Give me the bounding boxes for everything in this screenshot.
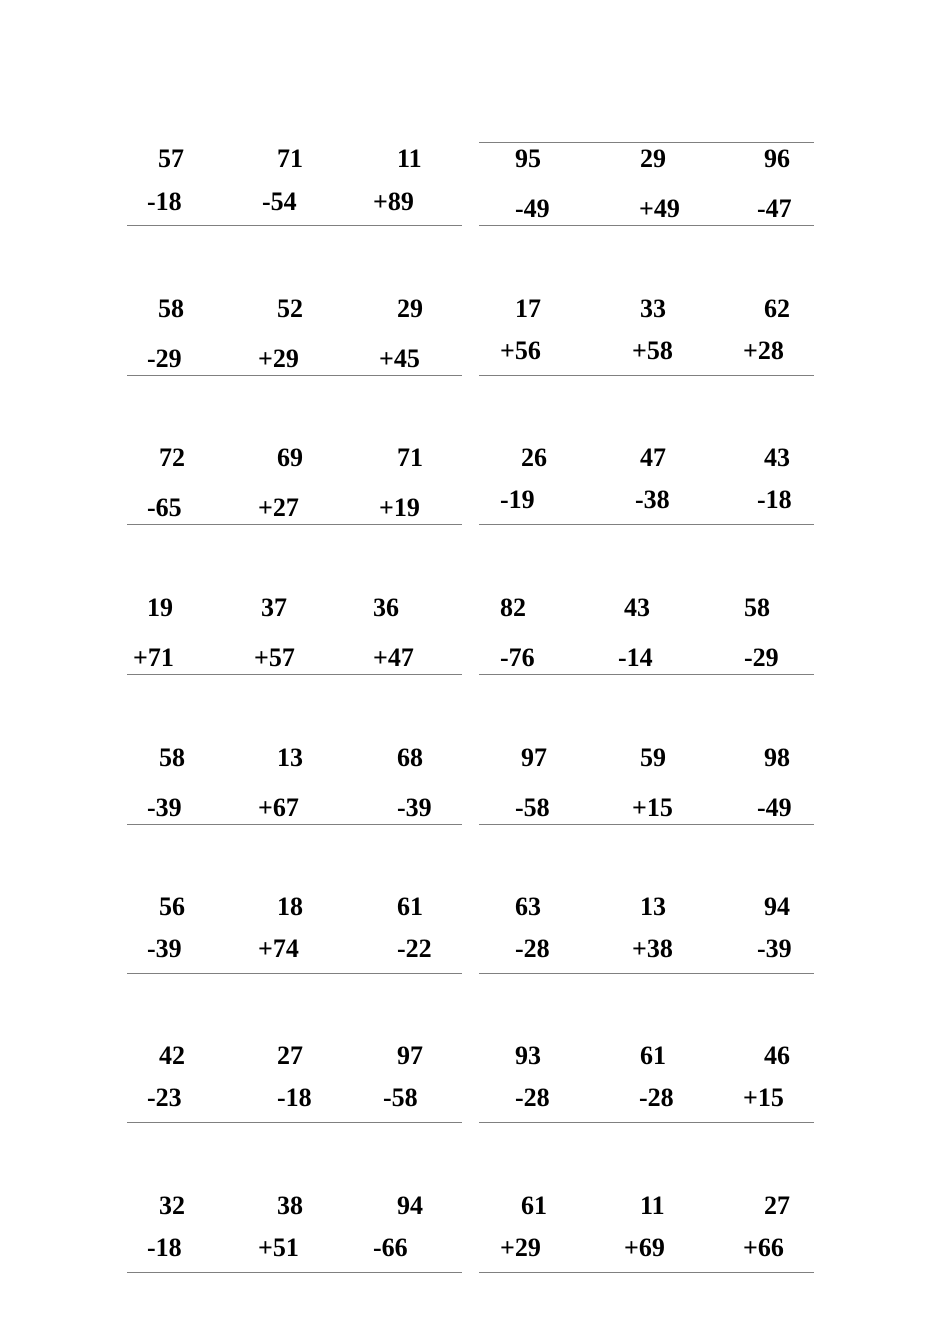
problem-operand: +29 xyxy=(500,1233,541,1262)
answer-rule xyxy=(127,1122,462,1123)
problem-operand: +56 xyxy=(500,336,541,365)
problem-top-number: 56 xyxy=(159,892,185,921)
problem-group-row-7-left xyxy=(127,1039,462,1189)
problem-top-number: 63 xyxy=(515,892,541,921)
problem-top-number: 11 xyxy=(640,1191,665,1220)
problem-group-row-6-right xyxy=(479,890,814,1040)
problem-top-number: 27 xyxy=(277,1041,303,1070)
problem-top-number: 96 xyxy=(764,144,790,173)
problem-top-number: 68 xyxy=(397,743,423,772)
problem-operand: -18 xyxy=(277,1083,312,1112)
answer-rule xyxy=(127,225,462,226)
problem-operand: +27 xyxy=(258,493,299,522)
problem-top-number: 27 xyxy=(764,1191,790,1220)
problem-top-number: 43 xyxy=(764,443,790,472)
problem-operand: +69 xyxy=(624,1233,665,1262)
problem-operand: +15 xyxy=(743,1083,784,1112)
problem-top-number: 98 xyxy=(764,743,790,772)
problem-top-number: 61 xyxy=(521,1191,547,1220)
problem-top-number: 29 xyxy=(397,294,423,323)
problem-operand: -65 xyxy=(147,493,182,522)
problem-top-number: 11 xyxy=(397,144,422,173)
problem-top-number: 26 xyxy=(521,443,547,472)
problem-operand: -66 xyxy=(373,1233,408,1262)
problem-operand: +67 xyxy=(258,793,299,822)
problem-top-number: 71 xyxy=(397,443,423,472)
problem-group-row-1-left xyxy=(127,142,462,292)
problem-operand: +38 xyxy=(632,934,673,963)
problem-top-number: 94 xyxy=(764,892,790,921)
problem-operand: -28 xyxy=(639,1083,674,1112)
problem-operand: -47 xyxy=(757,194,792,223)
answer-rule xyxy=(127,524,462,525)
problem-group-row-5-right xyxy=(479,741,814,891)
problem-operand: -29 xyxy=(744,643,779,672)
problem-top-number: 46 xyxy=(764,1041,790,1070)
problem-top-number: 43 xyxy=(624,593,650,622)
problem-operand: -28 xyxy=(515,1083,550,1112)
answer-rule xyxy=(479,973,814,974)
problem-top-number: 33 xyxy=(640,294,666,323)
problem-top-number: 18 xyxy=(277,892,303,921)
problem-operand: +28 xyxy=(743,336,784,365)
problem-top-number: 82 xyxy=(500,593,526,622)
problem-top-number: 52 xyxy=(277,294,303,323)
problem-operand: -18 xyxy=(757,485,792,514)
problem-top-number: 17 xyxy=(515,294,541,323)
problem-top-number: 36 xyxy=(373,593,399,622)
problem-top-number: 59 xyxy=(640,743,666,772)
problem-top-number: 61 xyxy=(640,1041,666,1070)
problem-top-number: 71 xyxy=(277,144,303,173)
answer-rule xyxy=(479,1272,814,1273)
problem-top-number: 61 xyxy=(397,892,423,921)
problem-operand: +15 xyxy=(632,793,673,822)
problem-operand: -23 xyxy=(147,1083,182,1112)
problem-operand: -58 xyxy=(383,1083,418,1112)
problem-operand: -58 xyxy=(515,793,550,822)
problem-operand: -39 xyxy=(757,934,792,963)
problem-operand: +51 xyxy=(258,1233,299,1262)
problem-operand: +66 xyxy=(743,1233,784,1262)
problem-group-row-5-left xyxy=(127,741,462,891)
problem-group-row-8-left xyxy=(127,1189,462,1339)
problem-group-row-3-right xyxy=(479,441,814,591)
problem-operand: -29 xyxy=(147,344,182,373)
problem-operand: -49 xyxy=(515,194,550,223)
problem-top-number: 32 xyxy=(159,1191,185,1220)
problem-top-number: 57 xyxy=(158,144,184,173)
problem-top-number: 58 xyxy=(159,743,185,772)
problem-group-row-8-right xyxy=(479,1189,814,1339)
answer-rule xyxy=(127,674,462,675)
problem-operand: -18 xyxy=(147,1233,182,1262)
problem-operand: -14 xyxy=(618,643,653,672)
problem-group-row-2-right xyxy=(479,292,814,442)
problem-operand: +58 xyxy=(632,336,673,365)
problem-top-number: 37 xyxy=(261,593,287,622)
problem-operand: -76 xyxy=(500,643,535,672)
problem-group-row-4-left xyxy=(127,591,462,741)
problem-group-row-2-left xyxy=(127,292,462,442)
problem-operand: +89 xyxy=(373,187,414,216)
problem-operand: -28 xyxy=(515,934,550,963)
problem-group-row-1-right xyxy=(479,142,814,292)
answer-rule xyxy=(127,1272,462,1273)
problem-operand: -49 xyxy=(757,793,792,822)
problem-top-number: 97 xyxy=(397,1041,423,1070)
problem-operand: -19 xyxy=(500,485,535,514)
problem-top-number: 93 xyxy=(515,1041,541,1070)
problem-operand: +74 xyxy=(258,934,299,963)
problem-operand: -39 xyxy=(397,793,432,822)
answer-rule xyxy=(127,375,462,376)
answer-rule xyxy=(127,824,462,825)
problem-operand: -39 xyxy=(147,934,182,963)
problem-operand: -39 xyxy=(147,793,182,822)
problem-top-number: 42 xyxy=(159,1041,185,1070)
problem-operand: +47 xyxy=(373,643,414,672)
problem-operand: -54 xyxy=(262,187,297,216)
problem-top-number: 58 xyxy=(158,294,184,323)
problem-top-number: 19 xyxy=(147,593,173,622)
problem-operand: +71 xyxy=(133,643,174,672)
answer-rule xyxy=(479,375,814,376)
problem-group-row-4-right xyxy=(479,591,814,741)
problem-operand: -22 xyxy=(397,934,432,963)
problem-top-number: 62 xyxy=(764,294,790,323)
answer-rule xyxy=(479,225,814,226)
problem-top-number: 38 xyxy=(277,1191,303,1220)
problem-operand: +29 xyxy=(258,344,299,373)
answer-rule xyxy=(479,524,814,525)
problem-top-number: 72 xyxy=(159,443,185,472)
problem-operand: +45 xyxy=(379,344,420,373)
problem-top-number: 94 xyxy=(397,1191,423,1220)
problem-top-number: 13 xyxy=(277,743,303,772)
problem-group-row-6-left xyxy=(127,890,462,1040)
problem-operand: +19 xyxy=(379,493,420,522)
problem-top-number: 13 xyxy=(640,892,666,921)
answer-rule xyxy=(127,973,462,974)
problem-operand: -18 xyxy=(147,187,182,216)
problem-operand: -38 xyxy=(635,485,670,514)
answer-rule xyxy=(479,1122,814,1123)
problem-top-number: 58 xyxy=(744,593,770,622)
problem-top-number: 29 xyxy=(640,144,666,173)
answer-rule xyxy=(479,824,814,825)
answer-rule xyxy=(479,674,814,675)
problem-group-row-7-right xyxy=(479,1039,814,1189)
problem-group-row-3-left xyxy=(127,441,462,591)
problem-operand: +57 xyxy=(254,643,295,672)
problem-top-number: 95 xyxy=(515,144,541,173)
problem-operand: +49 xyxy=(639,194,680,223)
problem-top-number: 97 xyxy=(521,743,547,772)
top-rule xyxy=(479,142,814,143)
problem-top-number: 47 xyxy=(640,443,666,472)
problem-top-number: 69 xyxy=(277,443,303,472)
